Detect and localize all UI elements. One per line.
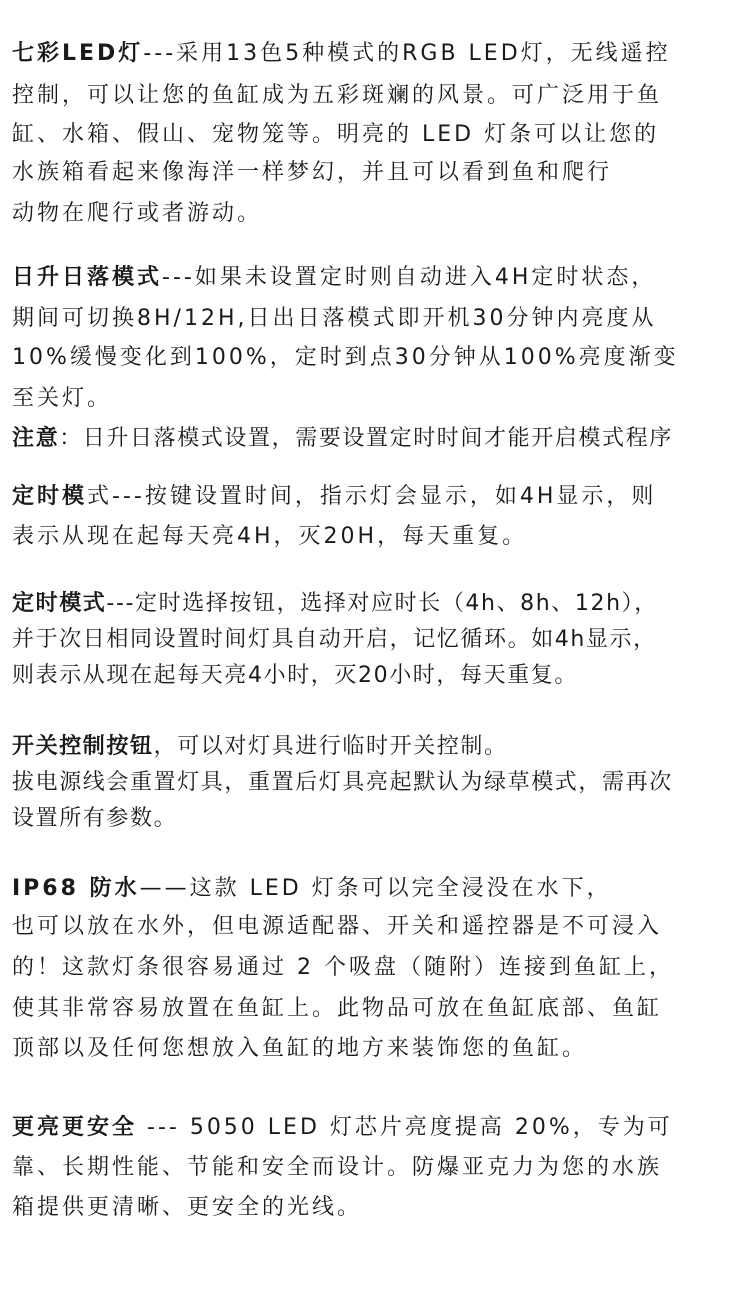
sunrise-section-text: 至关灯。 [12,386,113,411]
led-section-line-4 [12,153,736,193]
sunrise-section-line-3 [12,338,736,378]
waterproof-section-text: ——这款 LED 灯条可以完全浸没在水下， [139,876,612,901]
sunrise-section-text: ---如果未设置定时则自动进入4H定时状态， [162,265,657,290]
sunrise-note-line [12,419,736,459]
timer-button-section-text: 则表示从现在起每天亮4小时，灭20小时，每天重复。 [12,663,578,688]
timer-button-section-text: 并于次日相同设置时间灯具自动开启，记忆循环。如4h显示， [12,627,657,652]
switch-section-line-2 [12,763,736,803]
waterproof-section-heading: IP68 防水 [12,876,140,901]
led-section-text: 控制，可以让您的鱼缸成为五彩斑斓的风景。可广泛用于鱼 [12,83,663,108]
switch-section-line-1 [12,727,736,767]
sunrise-section-text: 10%缓慢变化到100%，定时到点30分钟从100%亮度渐变 [12,345,679,370]
brighter-section-heading: 更亮更安全 [12,1115,138,1140]
switch-section-text: 设置所有参数。 [12,806,178,831]
timer-h-section-line-2 [12,517,736,557]
waterproof-section-line-1 [12,869,736,909]
led-section-line-2 [12,76,736,116]
switch-section-text: ，可以对灯具进行临时开关控制。 [153,734,508,759]
sunrise-section-line-4 [12,379,736,419]
brighter-section-text: --- 5050 LED 灯芯片亮度提高 20%，专为可 [137,1115,673,1140]
timer-button-section-line-1 [12,584,736,624]
timer-button-section-line-2 [12,620,736,660]
brighter-section-text: 靠、长期性能、节能和安全而设计。防爆亚克力为您的水族 [12,1155,663,1180]
waterproof-section-text: 使其非常容易放置在鱼缸上。此物品可放在鱼缸底部、鱼缸 [12,996,663,1021]
waterproof-section-line-2 [12,907,736,947]
waterproof-section-text: 顶部以及任何您想放入鱼缸的地方来装饰您的鱼缸。 [12,1036,588,1061]
note-heading: 注意 [12,426,60,451]
sunrise-section-line-1 [12,258,736,298]
led-section-text: ---采用13色5种模式的RGB LED灯，无线遥控 [143,41,671,66]
brighter-section-text: 箱提供更清晰、更安全的光线。 [12,1195,363,1220]
waterproof-section-text: 也可以放在水外，但电源适配器、开关和遥控器是不可浸入 [12,914,663,939]
timer-button-section-heading: 定时模式 [12,591,107,616]
led-section-text: 水族箱看起来像海洋一样梦幻，并且可以看到鱼和爬行 [12,160,613,185]
brighter-section-line-2 [12,1148,736,1188]
sunrise-section-line-2 [12,299,736,339]
switch-section-text: 拔电源线会重置灯具，重置后灯具亮起默认为绿草模式，需再次 [12,770,673,795]
led-section-line-3 [12,115,736,155]
timer-button-section-text: ---定时选择按钮，选择对应时长（4h、8h、12h）， [106,591,658,616]
sunrise-section-text: 期间可切换8H/12H,日出日落模式即开机30分钟内亮度从 [12,306,657,331]
waterproof-section-line-5 [12,1029,736,1069]
led-section-line-1 [12,34,736,74]
waterproof-section-line-3 [12,948,736,988]
timer-h-section-text: 表示从现在起每天亮4H，灭20H，每天重复。 [12,524,528,549]
note-text: ：日升日落模式设置，需要设置定时时间才能开启模式程序 [59,426,673,451]
led-section-text: 缸、水箱、假山、宠物笼等。明亮的 LED 灯条可以让您的 [12,122,660,147]
led-section-text: 动物在爬行或者游动。 [12,201,263,226]
timer-h-section-line-1 [12,477,736,517]
brighter-section-line-1 [12,1108,736,1148]
waterproof-section-line-4 [12,989,736,1029]
switch-section-line-3 [12,799,736,839]
timer-h-section-heading: 定时模 [12,484,88,509]
led-section-heading: 七彩LED灯 [12,41,144,66]
timer-button-section-line-3 [12,656,736,696]
switch-section-heading: 开关控制按钮 [12,734,154,759]
sunrise-section-heading: 日升日落模式 [12,265,163,290]
brighter-section-line-3 [12,1188,736,1228]
waterproof-section-text: 的！这款灯条很容易通过 2 个吸盘（随附）连接到鱼缸上， [12,955,674,980]
led-section-line-5 [12,194,736,234]
timer-h-section-text: 式---按键设置时间，指示灯会显示，如4H显示，则 [87,484,657,509]
